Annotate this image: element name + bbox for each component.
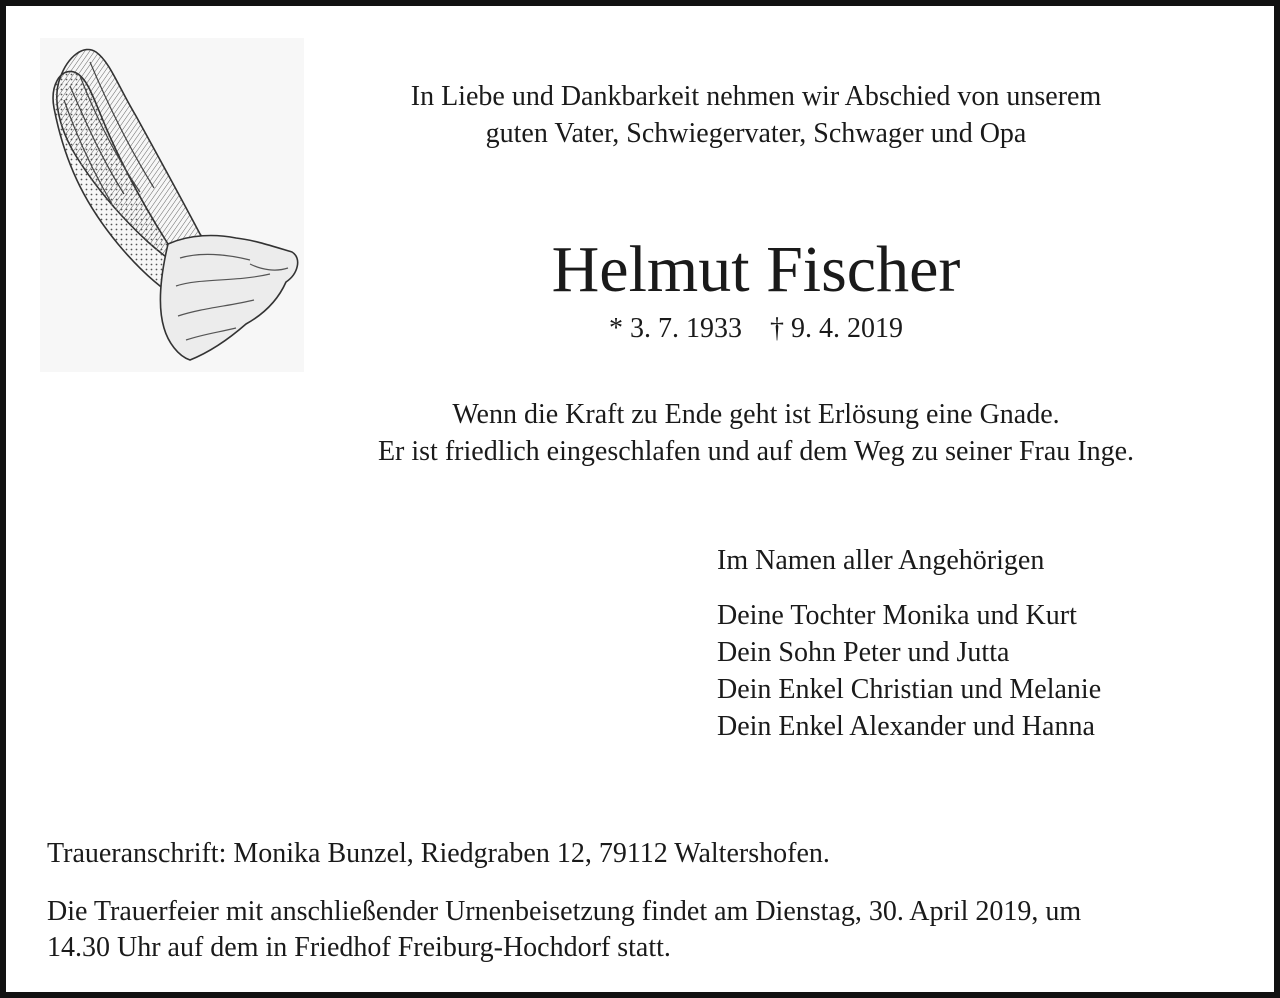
- praying-hands-icon: [40, 38, 304, 372]
- intro-line-2: guten Vater, Schwiegervater, Schwager und Opa: [485, 118, 1027, 149]
- family-list: [717, 597, 1101, 745]
- mourning-address: Traueranschrift: Monika Bunzel, Riedgraben 12, 79112 Waltershofen.: [47, 838, 830, 869]
- birth-date: * 3. 7. 1933: [609, 313, 742, 344]
- ceremony-line-2: 14.30 Uhr auf dem in Friedhof Freiburg-Hochdorf statt.: [47, 932, 671, 963]
- family-member: Dein Enkel Alexander und Hanna: [717, 711, 1095, 742]
- quote-line-1: Wenn die Kraft zu Ende geht ist Erlösung eine Gnade.: [452, 399, 1060, 430]
- family-heading: Im Namen aller Angehörigen: [717, 545, 1045, 576]
- intro-text: [306, 78, 1206, 152]
- deceased-name: Helmut Fischer: [551, 233, 961, 306]
- family-member: Dein Sohn Peter und Jutta: [717, 637, 1010, 668]
- intro-line-1: In Liebe und Dankbarkeit nehmen wir Abschied von unserem: [410, 81, 1102, 112]
- death-date: † 9. 4. 2019: [770, 313, 903, 344]
- family-member: Dein Enkel Christian und Melanie: [717, 674, 1102, 705]
- family-member: Deine Tochter Monika und Kurt: [717, 600, 1077, 631]
- life-dates: [306, 312, 1206, 346]
- ceremony-line-1: Die Trauerfeier mit anschließender Urnenbeisetzung findet am Dienstag, 30. April 2019, um: [47, 896, 1082, 927]
- quote-line-2: Er ist friedlich eingeschlafen und auf dem Weg zu seiner Frau Inge.: [377, 436, 1135, 467]
- ceremony-info: [47, 894, 1247, 966]
- memorial-quote: [306, 396, 1206, 470]
